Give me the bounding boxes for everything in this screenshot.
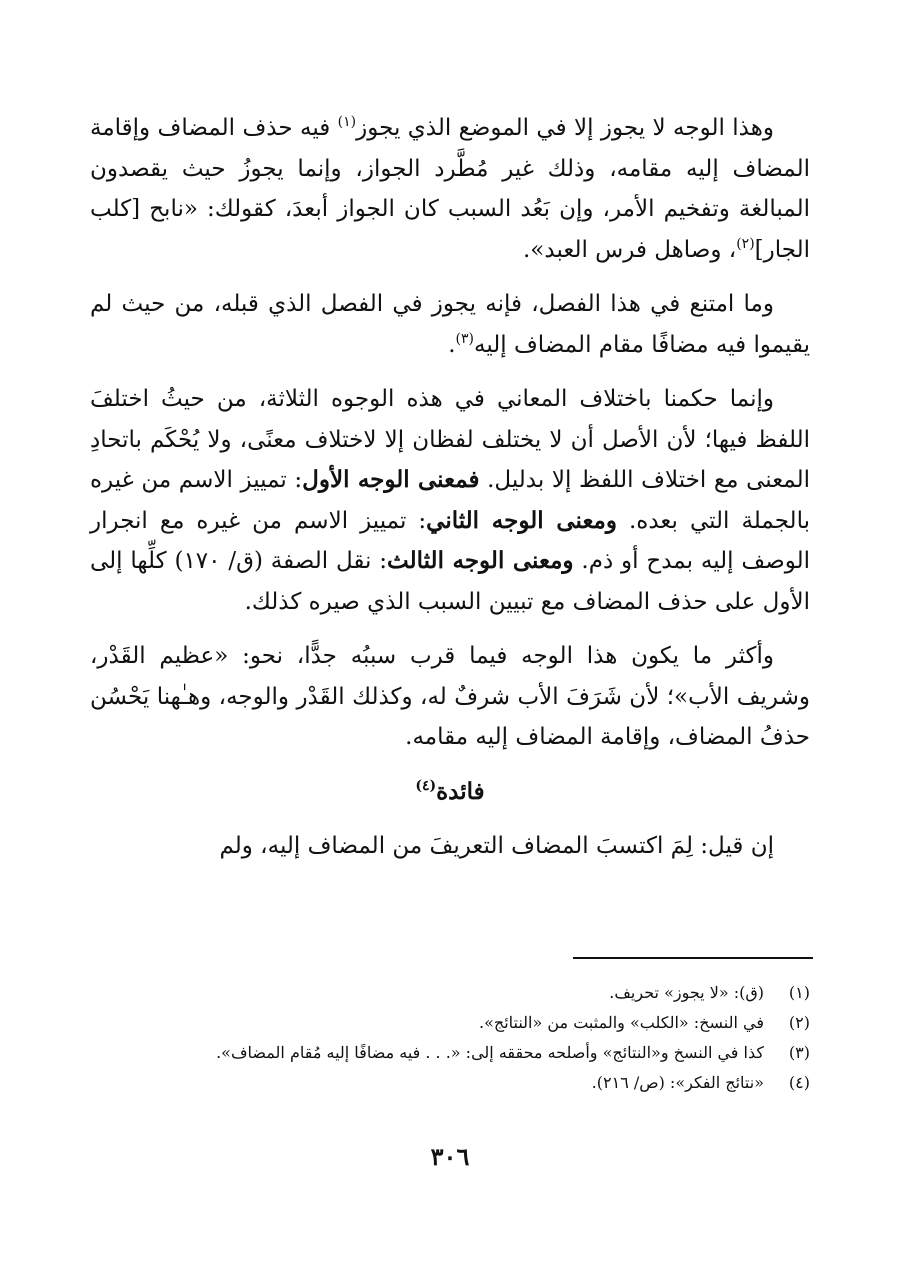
bold-term-first-meaning: فمعنى الوجه الأول	[302, 466, 480, 493]
footnote-divider	[573, 957, 813, 959]
footnote-1-number: (١)	[788, 983, 810, 1002]
paragraph-1-part-b: فيه حذف المضاف وإقامة المضاف إليه مقامه، وذلك غير مُطَّرد الجواز، وإنما يجوزُ حيث يقصدون المبالغة وتفخيم الأمر، وإن بَعُد السبب كان الجواز أبعدَ، كقولك: «نابح [كلب الجار]	[90, 115, 810, 263]
section-heading-text: فائدة	[436, 777, 485, 805]
section-heading	[90, 772, 810, 813]
footnote-ref-4: (٤)	[415, 777, 437, 794]
paragraph-2	[90, 284, 810, 365]
paragraph-2-part-b: .	[448, 331, 456, 358]
footnote-ref-3: (٣)	[455, 330, 474, 347]
paragraph-5-text: إن قيل: لِمَ اكتسبَ المضاف التعريفَ من المضاف إليه، ولم	[219, 833, 774, 859]
footnote-3	[90, 1038, 810, 1068]
footnote-2-number: (٢)	[788, 1013, 810, 1032]
paragraph-2-part-a: وما امتنع في هذا الفصل، فإنه يجوز في الفصل الذي قبله، من حيث لم يقيموا فيه مضافًا مقام المضاف إليه	[90, 291, 810, 358]
page-number: ٣٠٦	[430, 1142, 470, 1171]
footnote-3-number: (٣)	[788, 1043, 810, 1062]
paragraph-3	[90, 379, 810, 622]
paragraph-3-part-e: : نقل الصفة (ق/ ١٧٠) كلِّها إلى الأول على حذف المضاف مع تبيين السبب الذي صيره كذلك.	[90, 548, 810, 615]
bold-term-third-meaning: ومعنى الوجه الثالث	[387, 547, 574, 574]
footnote-1	[90, 978, 810, 1008]
paragraph-1-part-c: ، وصاهل فرس العبد».	[522, 236, 737, 263]
paragraph-4	[90, 636, 810, 758]
paragraph-3-part-d: : تمييز الاسم من غيره مع انجرار الوصف إليه بمدح أو ذم.	[90, 507, 811, 574]
paragraph-3-part-a: وإنما حكمنا باختلاف المعاني في هذه الوجوه الثلاثة، من حيثُ اختلفَ اللفظ فيها؛ لأن الأصل أن لا يختلف لفظان إلا لاختلاف معنًى، ولا يُحْكَم باتحادِ المعنى مع اختلاف اللفظ إلا بدليل.	[90, 386, 810, 493]
footnotes	[90, 978, 810, 1098]
footnote-3-text: كذا في النسخ و«النتائج» وأصلحه محققه إلى: «. . . فيه مضافًا إليه مُقام المضاف».	[216, 1043, 764, 1062]
paragraph-5	[90, 826, 810, 867]
footnote-4-number: (٤)	[788, 1073, 810, 1092]
footnote-1-text: (ق): «لا يجوز» تحريف.	[609, 983, 764, 1002]
paragraph-1	[90, 108, 810, 270]
footnote-2	[90, 1008, 810, 1038]
footnote-ref-1: (١)	[337, 114, 357, 130]
bold-term-second-meaning: ومعنى الوجه الثاني	[426, 506, 617, 534]
footnote-ref-2: (٢)	[736, 235, 755, 252]
main-text	[90, 108, 810, 881]
footnote-2-text: في النسخ: «الكلب» والمثبت من «النتائج».	[478, 1013, 764, 1032]
footnote-4-text: «نتائج الفكر»: (ص/ ٢١٦).	[591, 1073, 764, 1092]
paragraph-1-part-a: وهذا الوجه لا يجوز إلا في الموضع الذي يجوز	[356, 115, 774, 141]
footnote-4	[90, 1068, 810, 1098]
paragraph-3-part-c: : تمييز الاسم من غيره بالجملة التي بعده.	[90, 467, 810, 534]
paragraph-4-text: وأكثر ما يكون هذا الوجه فيما قرب سببُه جدًّا، نحو: «عظيم القَدْر، وشريف الأب»؛ لأن شَرَفَ الأب شرفٌ له، وكذلك القَدْر والوجه، وهـٰهنا يَحْسُن حذفُ المضاف، وإقامة المضاف إليه مقامه.	[90, 643, 810, 750]
